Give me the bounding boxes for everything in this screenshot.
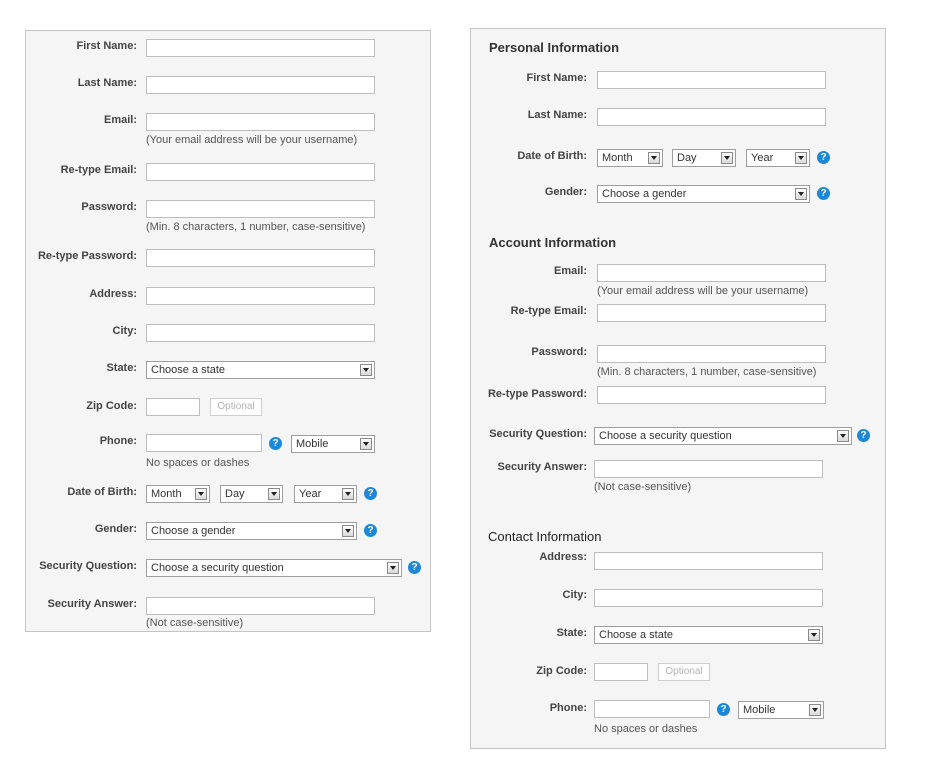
registration-form-sectioned: [470, 28, 886, 749]
dob-day-select[interactable]: [220, 485, 283, 503]
phone-hint: No spaces or dashes: [594, 723, 698, 735]
state-select[interactable]: [146, 361, 375, 379]
chevron-down-icon: [808, 629, 820, 641]
dob-year-value: Year: [299, 488, 322, 500]
phone-type-select[interactable]: [291, 435, 375, 453]
dob-year-select[interactable]: [746, 149, 810, 167]
email-input[interactable]: [146, 113, 375, 131]
password-label: Password:: [531, 346, 587, 358]
email-input[interactable]: [597, 264, 826, 282]
chevron-down-icon: [648, 152, 660, 164]
city-input[interactable]: [146, 324, 375, 342]
dob-help-icon[interactable]: ?: [364, 487, 377, 500]
first-name-input[interactable]: [597, 71, 826, 89]
security-question-value: Choose a security question: [599, 430, 732, 442]
phone-label: Phone:: [549, 702, 587, 714]
zip-code-input[interactable]: [146, 398, 200, 416]
first-name-label: First Name:: [526, 72, 587, 84]
chevron-down-icon: [795, 152, 807, 164]
security-answer-hint: (Not case-sensitive): [594, 481, 692, 493]
state-label: State:: [556, 627, 587, 639]
retype-password-label: Re-type Password:: [487, 388, 587, 400]
last-name-label: Last Name:: [77, 77, 137, 89]
security-answer-label: Security Answer:: [497, 461, 587, 473]
personal-information-heading: Personal Information: [489, 40, 620, 55]
gender-select-value: Choose a gender: [602, 188, 687, 200]
retype-password-input[interactable]: [146, 249, 375, 267]
security-answer-input[interactable]: [594, 460, 823, 478]
chevron-down-icon: [195, 488, 207, 500]
address-input[interactable]: [594, 552, 823, 570]
security-question-help-icon[interactable]: ?: [408, 561, 421, 574]
zip-optional-indicator: Optional: [210, 398, 262, 416]
chevron-down-icon: [721, 152, 733, 164]
dob-month-select[interactable]: [146, 485, 210, 503]
gender-help-icon[interactable]: ?: [817, 187, 830, 200]
email-hint: (Your email address will be your username): [597, 285, 809, 297]
dob-help-icon[interactable]: ?: [817, 151, 830, 164]
security-question-select[interactable]: [146, 559, 402, 577]
account-information-heading: Account Information: [489, 235, 617, 250]
gender-select[interactable]: [597, 185, 810, 203]
security-question-label: Security Question:: [39, 560, 137, 572]
phone-input[interactable]: [594, 700, 710, 718]
chevron-down-icon: [809, 704, 821, 716]
phone-label: Phone:: [99, 435, 137, 447]
gender-select[interactable]: [146, 522, 357, 540]
dob-year-select[interactable]: [294, 485, 357, 503]
retype-email-label: Re-type Email:: [510, 305, 587, 317]
chevron-down-icon: [387, 562, 399, 574]
chevron-down-icon: [837, 430, 849, 442]
state-label: State:: [106, 362, 137, 374]
city-input[interactable]: [594, 589, 823, 607]
dob-month-value: Month: [151, 488, 182, 500]
phone-type-value: Mobile: [743, 704, 776, 716]
phone-help-icon[interactable]: ?: [717, 703, 730, 716]
chevron-down-icon: [342, 525, 354, 537]
chevron-down-icon: [342, 488, 354, 500]
security-question-value: Choose a security question: [151, 562, 284, 574]
zip-optional-indicator: Optional: [658, 663, 710, 681]
retype-email-input[interactable]: [146, 163, 375, 181]
address-input[interactable]: [146, 287, 375, 305]
state-select-value: Choose a state: [599, 629, 673, 641]
security-answer-input[interactable]: [146, 597, 375, 615]
gender-help-icon[interactable]: ?: [364, 524, 377, 537]
phone-type-value: Mobile: [296, 438, 329, 450]
security-answer-label: Security Answer:: [47, 598, 137, 610]
chevron-down-icon: [795, 188, 807, 200]
last-name-input[interactable]: [146, 76, 375, 94]
gender-label: Gender:: [94, 523, 137, 535]
last-name-input[interactable]: [597, 108, 826, 126]
address-label: Address:: [539, 551, 587, 563]
first-name-label: First Name:: [76, 40, 137, 52]
last-name-label: Last Name:: [527, 109, 587, 121]
chevron-down-icon: [360, 438, 372, 450]
email-label: Email:: [103, 114, 137, 126]
retype-email-input[interactable]: [597, 304, 826, 322]
dob-year-value: Year: [751, 152, 774, 164]
password-hint: (Min. 8 characters, 1 number, case-sensitive): [597, 366, 817, 378]
phone-input[interactable]: [146, 434, 262, 452]
phone-help-icon[interactable]: ?: [269, 437, 282, 450]
zip-code-label: Zip Code:: [536, 665, 587, 677]
gender-select-value: Choose a gender: [151, 525, 236, 537]
email-hint: (Your email address will be your username): [146, 134, 358, 146]
city-label: City:: [562, 589, 587, 601]
date-of-birth-label: Date of Birth:: [517, 150, 587, 162]
state-select[interactable]: [594, 626, 823, 644]
phone-hint: No spaces or dashes: [146, 457, 250, 469]
password-input[interactable]: [597, 345, 826, 363]
phone-type-select[interactable]: [738, 701, 824, 719]
dob-day-value: Day: [225, 488, 245, 500]
chevron-down-icon: [268, 488, 280, 500]
zip-code-label: Zip Code:: [86, 400, 137, 412]
city-label: City:: [112, 325, 137, 337]
security-question-help-icon[interactable]: ?: [857, 429, 870, 442]
chevron-down-icon: [360, 364, 372, 376]
retype-email-label: Re-type Email:: [60, 164, 137, 176]
email-label: Email:: [553, 265, 587, 277]
retype-password-input[interactable]: [597, 386, 826, 404]
password-hint: (Min. 8 characters, 1 number, case-sensitive): [146, 221, 366, 233]
security-question-select[interactable]: [594, 427, 852, 445]
contact-information-heading: Contact Information: [488, 529, 602, 544]
dob-day-value: Day: [677, 152, 697, 164]
dob-month-select[interactable]: [597, 149, 663, 167]
password-input[interactable]: [146, 200, 375, 218]
security-question-label: Security Question:: [489, 428, 587, 440]
retype-password-label: Re-type Password:: [37, 250, 137, 262]
dob-day-select[interactable]: [672, 149, 736, 167]
gender-label: Gender:: [544, 186, 587, 198]
password-label: Password:: [81, 201, 137, 213]
security-answer-hint: (Not case-sensitive): [146, 617, 244, 629]
registration-form-single-column: [25, 30, 431, 632]
date-of-birth-label: Date of Birth:: [67, 486, 137, 498]
address-label: Address:: [89, 288, 137, 300]
first-name-input[interactable]: [146, 39, 375, 57]
zip-code-input[interactable]: [594, 663, 648, 681]
dob-month-value: Month: [602, 152, 633, 164]
state-select-value: Choose a state: [151, 364, 225, 376]
